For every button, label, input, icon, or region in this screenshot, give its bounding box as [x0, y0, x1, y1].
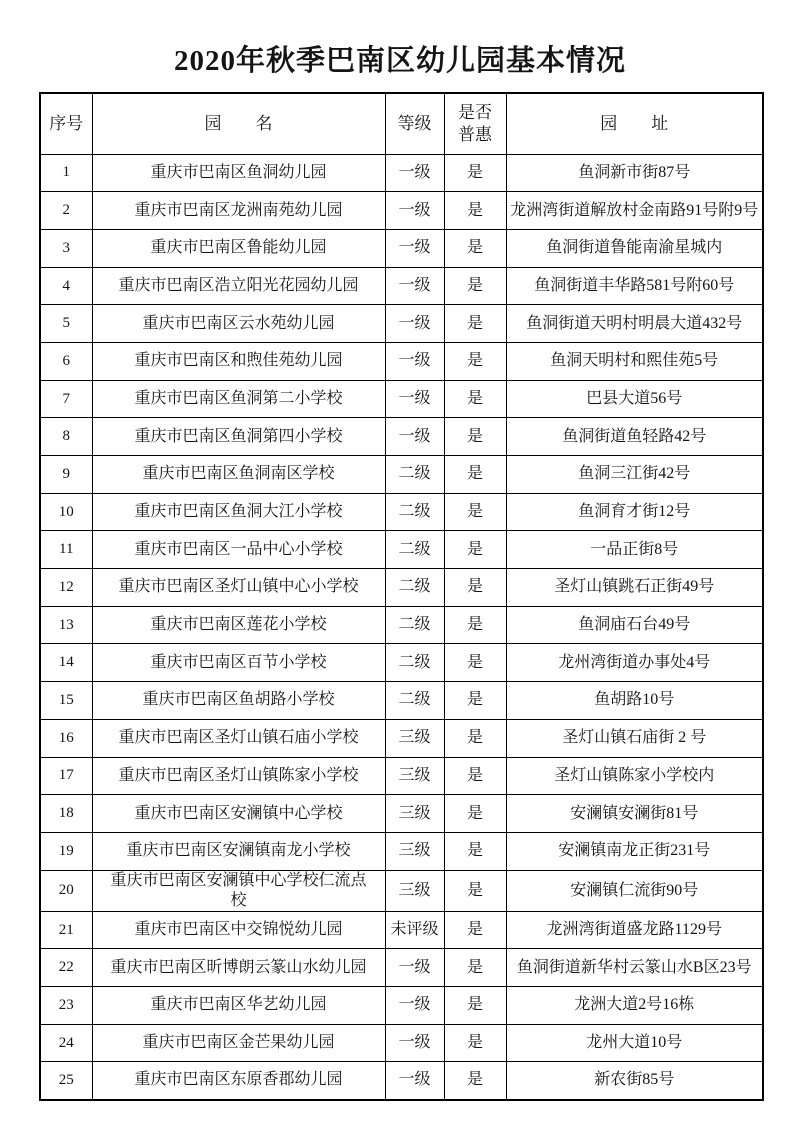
inclusive-cell: 是	[444, 229, 506, 267]
kindergarten-name-cell: 重庆市巴南区鱼洞南区学校	[92, 456, 385, 494]
serial-number-cell: 4	[40, 267, 92, 305]
serial-number-cell: 9	[40, 456, 92, 494]
table-row	[40, 682, 763, 720]
serial-number-cell: 25	[40, 1062, 92, 1100]
grade-cell: 一级	[385, 154, 444, 192]
serial-number-cell: 13	[40, 606, 92, 644]
grade-cell: 二级	[385, 682, 444, 720]
grade-cell: 一级	[385, 229, 444, 267]
kindergarten-table	[39, 92, 764, 1101]
inclusive-cell: 是	[444, 795, 506, 833]
grade-cell: 一级	[385, 1024, 444, 1062]
table-row	[40, 192, 763, 230]
table-row	[40, 418, 763, 456]
grade-cell: 一级	[385, 986, 444, 1024]
address-cell: 一品正街8号	[506, 531, 763, 569]
serial-number-cell: 6	[40, 342, 92, 380]
grade-cell: 三级	[385, 832, 444, 870]
table-row	[40, 1024, 763, 1062]
address-cell: 龙洲大道2号16栋	[506, 986, 763, 1024]
serial-number-cell: 16	[40, 719, 92, 757]
grade-cell: 三级	[385, 719, 444, 757]
page-title: 2020年秋季巴南区幼儿园基本情况	[173, 45, 626, 77]
kindergarten-name-cell: 重庆市巴南区昕博朗云篆山水幼儿园	[92, 949, 385, 987]
inclusive-cell: 是	[444, 719, 506, 757]
serial-number-cell: 18	[40, 795, 92, 833]
inclusive-cell: 是	[444, 192, 506, 230]
kindergarten-name-cell: 重庆市巴南区圣灯山镇陈家小学校	[92, 757, 385, 795]
table-row	[40, 719, 763, 757]
grade-cell: 一级	[385, 949, 444, 987]
address-cell: 鱼洞育才街12号	[506, 493, 763, 531]
kindergarten-name-cell: 重庆市巴南区中交锦悦幼儿园	[92, 911, 385, 949]
serial-number-cell: 23	[40, 986, 92, 1024]
address-cell: 龙洲湾街道盛龙路1129号	[506, 911, 763, 949]
serial-number-cell: 24	[40, 1024, 92, 1062]
grade-cell: 一级	[385, 305, 444, 343]
grade-cell: 三级	[385, 870, 444, 911]
table-row	[40, 154, 763, 192]
table-row	[40, 986, 763, 1024]
kindergarten-name-cell: 重庆市巴南区鲁能幼儿园	[92, 229, 385, 267]
kindergarten-name-cell: 重庆市巴南区安澜镇中心学校	[92, 795, 385, 833]
kindergarten-name-cell: 重庆市巴南区云水苑幼儿园	[92, 305, 385, 343]
grade-cell: 二级	[385, 456, 444, 494]
table-row	[40, 795, 763, 833]
address-cell: 鱼洞街道丰华路581号附60号	[506, 267, 763, 305]
serial-number-cell: 5	[40, 305, 92, 343]
kindergarten-name-cell: 重庆市巴南区圣灯山镇石庙小学校	[92, 719, 385, 757]
inclusive-cell: 是	[444, 682, 506, 720]
serial-number-cell: 17	[40, 757, 92, 795]
serial-number-cell: 3	[40, 229, 92, 267]
kindergarten-name-cell: 重庆市巴南区和煦佳苑幼儿园	[92, 342, 385, 380]
grade-cell: 未评级	[385, 911, 444, 949]
kindergarten-name-cell: 重庆市巴南区浩立阳光花园幼儿园	[92, 267, 385, 305]
serial-number-cell: 19	[40, 832, 92, 870]
serial-number-cell: 8	[40, 418, 92, 456]
table-row	[40, 832, 763, 870]
inclusive-cell: 是	[444, 267, 506, 305]
table-row	[40, 606, 763, 644]
inclusive-cell: 是	[444, 456, 506, 494]
serial-number-cell: 14	[40, 644, 92, 682]
address-cell: 鱼洞街道新华村云篆山水B区23号	[506, 949, 763, 987]
serial-number-cell: 10	[40, 493, 92, 531]
address-cell: 鱼洞新市街87号	[506, 154, 763, 192]
inclusive-cell: 是	[444, 1024, 506, 1062]
col-header-serial: 序号	[40, 93, 92, 154]
kindergarten-name-cell: 重庆市巴南区莲花小学校	[92, 606, 385, 644]
inclusive-cell: 是	[444, 757, 506, 795]
inclusive-cell: 是	[444, 493, 506, 531]
table-row	[40, 493, 763, 531]
address-cell: 安澜镇安澜街81号	[506, 795, 763, 833]
inclusive-cell: 是	[444, 949, 506, 987]
table-row	[40, 569, 763, 607]
address-cell: 龙洲湾街道解放村金南路91号附9号	[506, 192, 763, 230]
table-row	[40, 757, 763, 795]
grade-cell: 二级	[385, 606, 444, 644]
table-row	[40, 342, 763, 380]
serial-number-cell: 7	[40, 380, 92, 418]
inclusive-cell: 是	[444, 986, 506, 1024]
address-cell: 鱼洞街道鱼轻路42号	[506, 418, 763, 456]
serial-number-cell: 21	[40, 911, 92, 949]
kindergarten-name-cell: 重庆市巴南区鱼洞大江小学校	[92, 493, 385, 531]
kindergarten-name-cell: 重庆市巴南区华艺幼儿园	[92, 986, 385, 1024]
inclusive-cell: 是	[444, 342, 506, 380]
grade-cell: 二级	[385, 644, 444, 682]
table-header-row	[40, 93, 763, 154]
grade-cell: 三级	[385, 795, 444, 833]
inclusive-cell: 是	[444, 154, 506, 192]
inclusive-cell: 是	[444, 1062, 506, 1100]
address-cell: 圣灯山镇陈家小学校内	[506, 757, 763, 795]
grade-cell: 二级	[385, 531, 444, 569]
serial-number-cell: 1	[40, 154, 92, 192]
inclusive-cell: 是	[444, 569, 506, 607]
grade-cell: 一级	[385, 380, 444, 418]
address-cell: 鱼洞街道鲁能南渝星城内	[506, 229, 763, 267]
grade-cell: 二级	[385, 493, 444, 531]
kindergarten-name-cell: 重庆市巴南区鱼胡路小学校	[92, 682, 385, 720]
address-cell: 安澜镇南龙正街231号	[506, 832, 763, 870]
table-row	[40, 305, 763, 343]
inclusive-cell: 是	[444, 531, 506, 569]
table-body	[40, 154, 763, 1100]
table-row	[40, 380, 763, 418]
kindergarten-name-cell: 重庆市巴南区安澜镇中心学校仁流点校	[92, 870, 385, 911]
col-header-address: 园 址	[506, 93, 763, 154]
inclusive-cell: 是	[444, 644, 506, 682]
kindergarten-name-cell: 重庆市巴南区鱼洞第二小学校	[92, 380, 385, 418]
table-row	[40, 949, 763, 987]
table-row	[40, 267, 763, 305]
table-row	[40, 1062, 763, 1100]
table-row	[40, 229, 763, 267]
address-cell: 新农街85号	[506, 1062, 763, 1100]
serial-number-cell: 12	[40, 569, 92, 607]
grade-cell: 一级	[385, 1062, 444, 1100]
inclusive-cell: 是	[444, 870, 506, 911]
table-row	[40, 870, 763, 911]
serial-number-cell: 2	[40, 192, 92, 230]
address-cell: 龙州大道10号	[506, 1024, 763, 1062]
inclusive-cell: 是	[444, 418, 506, 456]
address-cell: 圣灯山镇跳石正街49号	[506, 569, 763, 607]
address-cell: 安澜镇仁流街90号	[506, 870, 763, 911]
kindergarten-name-cell: 重庆市巴南区龙洲南苑幼儿园	[92, 192, 385, 230]
col-header-grade: 等级	[385, 93, 444, 154]
address-cell: 鱼洞天明村和熙佳苑5号	[506, 342, 763, 380]
grade-cell: 二级	[385, 569, 444, 607]
col-header-name: 园 名	[92, 93, 385, 154]
address-cell: 圣灯山镇石庙街 2 号	[506, 719, 763, 757]
serial-number-cell: 20	[40, 870, 92, 911]
inclusive-cell: 是	[444, 380, 506, 418]
inclusive-cell: 是	[444, 305, 506, 343]
kindergarten-name-cell: 重庆市巴南区鱼洞幼儿园	[92, 154, 385, 192]
grade-cell: 一级	[385, 418, 444, 456]
grade-cell: 一级	[385, 192, 444, 230]
address-cell: 龙州湾街道办事处4号	[506, 644, 763, 682]
inclusive-cell: 是	[444, 606, 506, 644]
kindergarten-name-cell: 重庆市巴南区鱼洞第四小学校	[92, 418, 385, 456]
grade-cell: 一级	[385, 267, 444, 305]
kindergarten-name-cell: 重庆市巴南区一品中心小学校	[92, 531, 385, 569]
serial-number-cell: 22	[40, 949, 92, 987]
address-cell: 鱼洞庙石台49号	[506, 606, 763, 644]
address-cell: 鱼胡路10号	[506, 682, 763, 720]
address-cell: 鱼洞街道天明村明晨大道432号	[506, 305, 763, 343]
col-header-inclusive: 是否普惠	[444, 93, 506, 154]
inclusive-cell: 是	[444, 832, 506, 870]
kindergarten-name-cell: 重庆市巴南区圣灯山镇中心小学校	[92, 569, 385, 607]
address-cell: 巴县大道56号	[506, 380, 763, 418]
table-row	[40, 911, 763, 949]
table-row	[40, 531, 763, 569]
inclusive-cell: 是	[444, 911, 506, 949]
grade-cell: 一级	[385, 342, 444, 380]
table-row	[40, 644, 763, 682]
kindergarten-name-cell: 重庆市巴南区东原香郡幼儿园	[92, 1062, 385, 1100]
grade-cell: 三级	[385, 757, 444, 795]
address-cell: 鱼洞三江街42号	[506, 456, 763, 494]
kindergarten-name-cell: 重庆市巴南区安澜镇南龙小学校	[92, 832, 385, 870]
serial-number-cell: 11	[40, 531, 92, 569]
serial-number-cell: 15	[40, 682, 92, 720]
kindergarten-name-cell: 重庆市巴南区百节小学校	[92, 644, 385, 682]
kindergarten-name-cell: 重庆市巴南区金芒果幼儿园	[92, 1024, 385, 1062]
table-row	[40, 456, 763, 494]
